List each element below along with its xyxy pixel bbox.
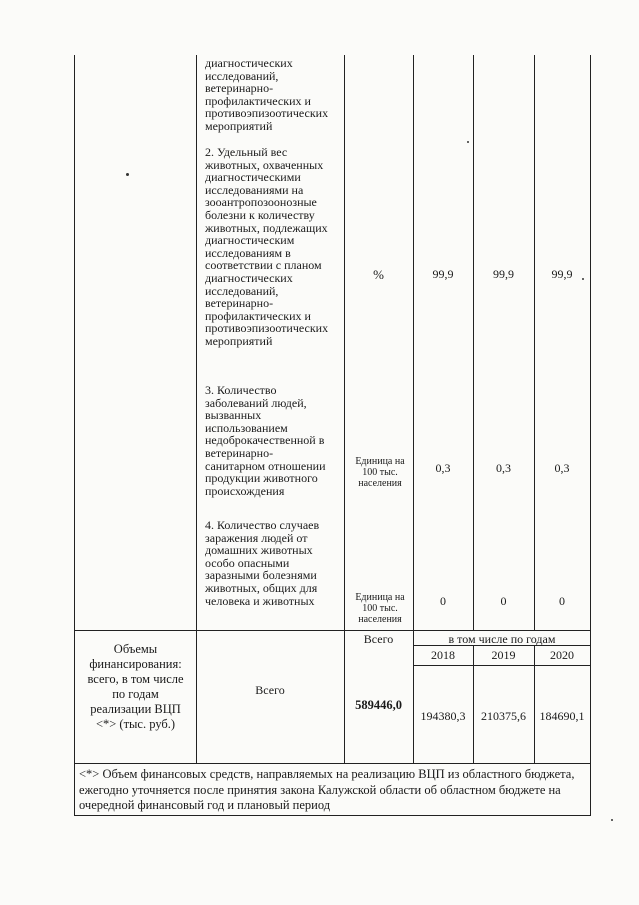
indicator-3-value-2020: 0,3 (554, 461, 570, 475)
indicator-4-text: 4. Количество случаев заражения людей от домашних животных особо опасными заразными болезнями животных, общих для человека и животных (205, 518, 320, 608)
indicator-4-value-2020: 0 (559, 594, 565, 608)
finance-row-label: Всего (255, 683, 285, 697)
table-col-divider-4 (473, 55, 474, 630)
finance-year-2018: 2018 (431, 648, 455, 662)
finance-value-2020: 184690,1 (539, 709, 585, 723)
table-col-divider-5 (534, 55, 535, 630)
finance-value-2018: 194380,3 (420, 709, 466, 723)
table-col-divider-1 (196, 55, 197, 763)
table-border-right (590, 55, 591, 816)
table-bottom-line (74, 815, 591, 816)
finance-total-value: 589446,0 (355, 698, 402, 712)
indicator-4-value-2019: 0 (500, 594, 507, 608)
indicator-2-value-2019: 99,9 (493, 267, 514, 281)
indicator-3-text: 3. Количество заболеваний людей, вызванных использованием недоброкачественной в ветеринарно- санитарном отношении продукции животного происхождения (205, 383, 326, 498)
footnote-text: <*> Объем финансовых средств, направляемых на реализацию ВЦП из областного бюджета, ежегодно уточняется после принятия закона Калужской области об областном бюджете на очередной финансовый год и плановый период (79, 767, 575, 812)
finance-label: Объемы финансирования: всего, в том числе по годам реализации ВЦП <*> (тыс. руб.) (87, 642, 184, 731)
indicator-2-value-2020: 99,9 (551, 267, 573, 281)
indicator-1-continuation: диагностических исследований, ветеринарно- профилактических и противоэпизоотических мероприятий (205, 56, 329, 133)
indicator-4-unit: Единица на 100 тыс. населения (355, 592, 405, 625)
scan-speck (467, 141, 469, 143)
indicator-2-value-2018: 99,9 (432, 267, 454, 281)
finance-years-header: в том числе по годам (448, 632, 556, 646)
scan-speck (582, 278, 584, 280)
indicator-3-value-2019: 0,3 (496, 461, 511, 475)
footnote-top-line (74, 763, 591, 764)
indicator-3-unit: Единица на 100 тыс. населения (355, 456, 405, 489)
finance-year-2020: 2020 (550, 648, 574, 662)
scan-speck (126, 173, 129, 176)
finance-value-2019: 210375,6 (481, 709, 526, 723)
scan-speck (611, 819, 613, 821)
finance-year-2019: 2019 (491, 648, 516, 662)
indicator-2-unit: % (373, 267, 384, 282)
finance-values-line (413, 665, 591, 666)
finance-total-header: Всего (363, 632, 394, 646)
indicator-3-value-2018: 0,3 (435, 461, 451, 475)
finance-header-line (74, 630, 591, 631)
indicator-4-value-2018: 0 (440, 594, 446, 608)
indicator-2-text: 2. Удельный вес животных, охваченных диагностическими исследованиями на зооантропозоонозные болезни к количеству животных, подлежащих диагностическим исследованиям в соответствии с планом диагностических исследований, ветеринарно- профилактических и противоэпизоотических мероприятий (205, 145, 329, 348)
